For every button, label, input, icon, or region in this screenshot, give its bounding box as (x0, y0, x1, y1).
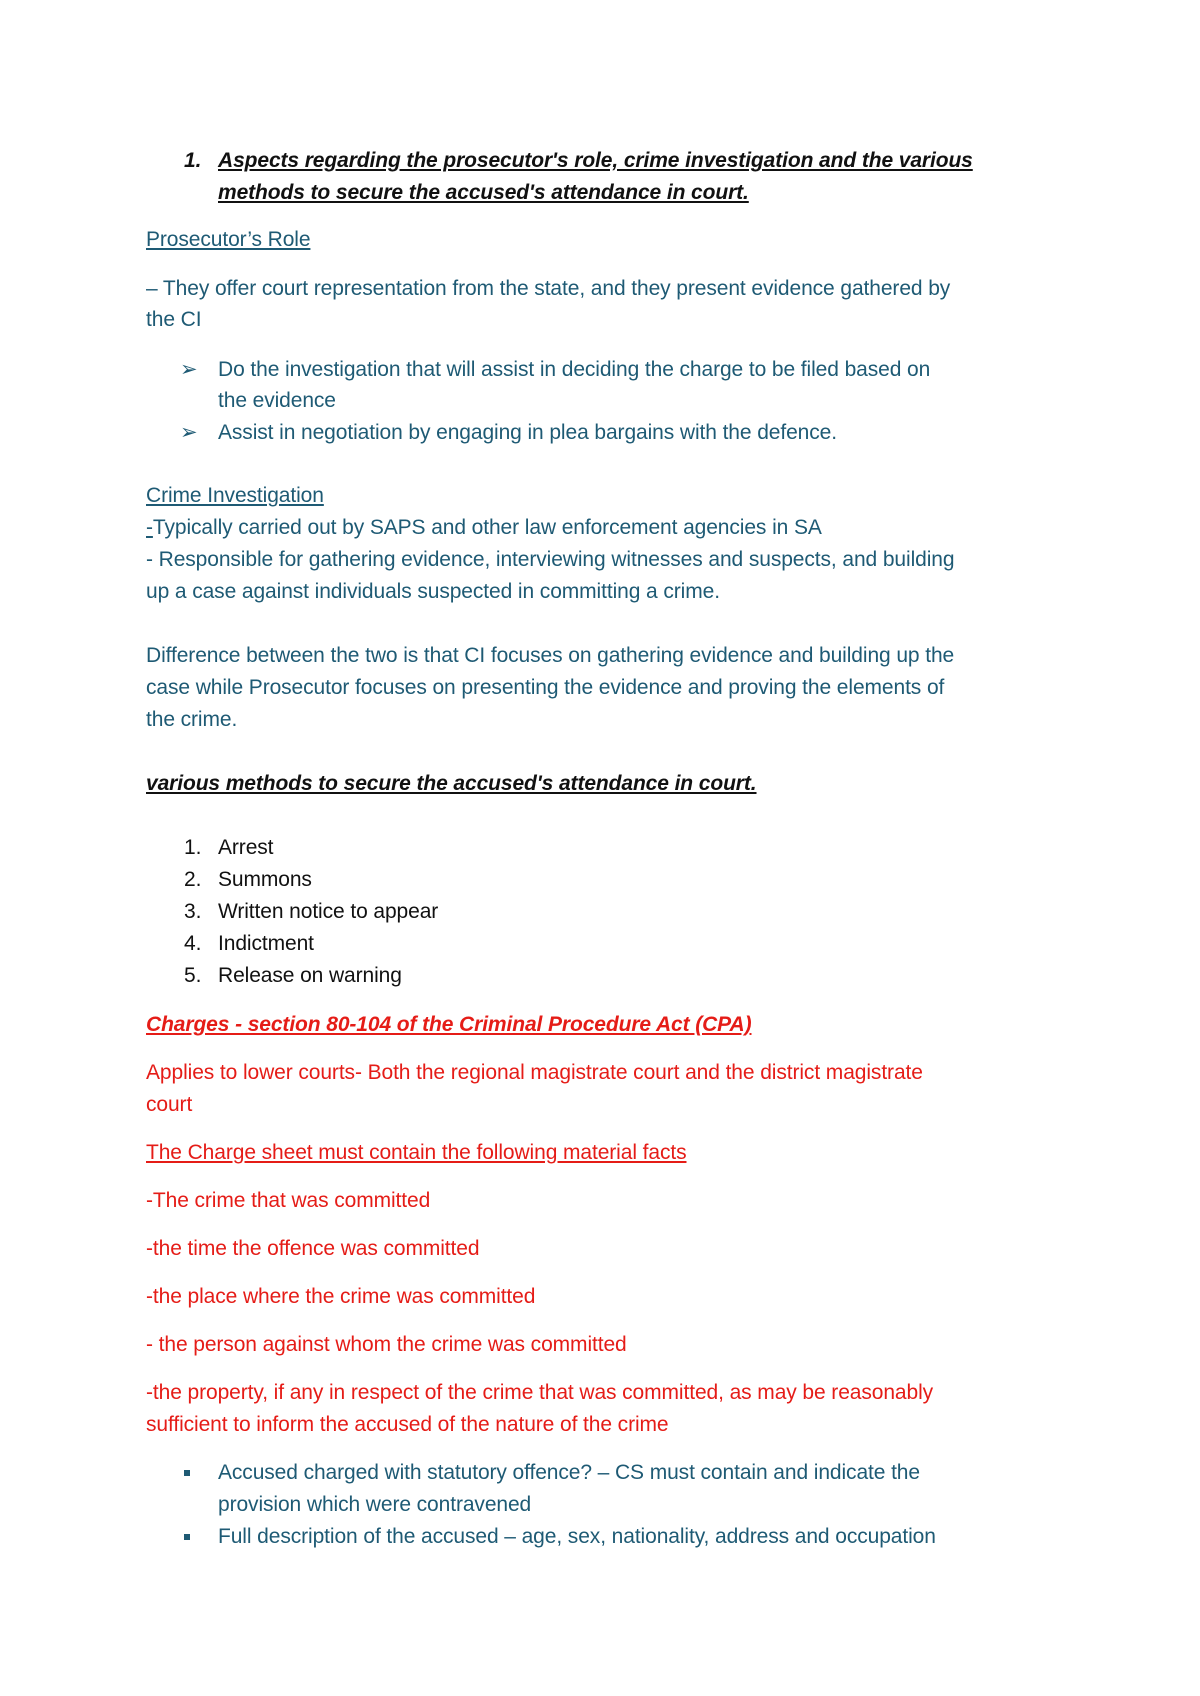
method-number: 2. (184, 868, 202, 891)
statutory-bullet-line-1: Accused charged with statutory offence? – CS must contain and indicate the (218, 1461, 920, 1484)
charge-sheet-title: The Charge sheet must contain the following material facts (146, 1141, 687, 1164)
difference-line-2: case while Prosecutor focuses on presenting the evidence and proving the elements of (146, 676, 945, 699)
methods-title: various methods to secure the accused's attendance in court. (146, 772, 757, 795)
charge-property-line-1: -the property, if any in respect of the crime that was committed, as may be reasonably (146, 1381, 934, 1404)
prosecutor-para-line-2: the CI (146, 308, 202, 331)
difference-line-1: Difference between the two is that CI focuses on gathering evidence and building up the (146, 644, 955, 667)
charge-fact: -the place where the crime was committed (146, 1285, 536, 1308)
method-item: Written notice to appear (218, 900, 439, 923)
statutory-bullet-line-2: provision which were contravened (218, 1493, 532, 1516)
charges-applies-line-2: court (146, 1093, 193, 1116)
crime-investigation-dash: - (146, 516, 153, 539)
difference-line-3: the crime. (146, 708, 238, 731)
arrow-bullet-icon: ➢ (180, 421, 198, 444)
method-number: 4. (184, 932, 202, 955)
prosecutor-para-line-1: – They offer court representation from the state, and they present evidence gathered by (146, 277, 951, 300)
charges-title: Charges - section 80-104 of the Criminal Procedure Act (CPA) (146, 1013, 752, 1036)
method-item: Indictment (218, 932, 314, 955)
square-bullet-icon (184, 1534, 190, 1540)
crime-investigation-title: Crime Investigation (146, 484, 324, 507)
charge-property-line-2: sufficient to inform the accused of the nature of the crime (146, 1413, 669, 1436)
heading-line-2: methods to secure the accused's attendance in court. (218, 181, 749, 204)
charge-fact: -the time the offence was committed (146, 1237, 480, 1260)
square-bullet-icon (184, 1470, 190, 1476)
arrow-bullet-icon: ➢ (180, 358, 198, 381)
charge-fact: - the person against whom the crime was committed (146, 1333, 627, 1356)
method-item: Arrest (218, 836, 274, 859)
prosecutor-bullet-1-line-2: the evidence (218, 389, 336, 412)
prosecutor-role-title: Prosecutor’s Role (146, 228, 311, 251)
crime-investigation-line-3: up a case against individuals suspected in committing a crime. (146, 580, 720, 603)
crime-investigation-line-1 (146, 512, 822, 544)
crime-investigation-line-1-text: Typically carried out by SAPS and other law enforcement agencies in SA (152, 516, 822, 539)
method-number: 1. (184, 836, 202, 859)
method-number: 3. (184, 900, 202, 923)
prosecutor-bullet-1-line-1: Do the investigation that will assist in deciding the charge to be filed based on (218, 358, 931, 381)
prosecutor-bullet-2: Assist in negotiation by engaging in plea bargains with the defence. (218, 421, 837, 444)
charges-applies-line-1: Applies to lower courts- Both the regional magistrate court and the district magistrate (146, 1061, 923, 1084)
method-item: Summons (218, 868, 312, 891)
description-bullet: Full description of the accused – age, sex, nationality, address and occupation (218, 1525, 936, 1548)
crime-investigation-line-2: - Responsible for gathering evidence, interviewing witnesses and suspects, and building (146, 548, 955, 571)
heading-line-1: Aspects regarding the prosecutor's role, crime investigation and the various (218, 149, 973, 172)
method-item: Release on warning (218, 964, 402, 987)
heading-number: 1. (184, 149, 202, 172)
method-number: 5. (184, 964, 202, 987)
charge-fact: -The crime that was committed (146, 1189, 431, 1212)
